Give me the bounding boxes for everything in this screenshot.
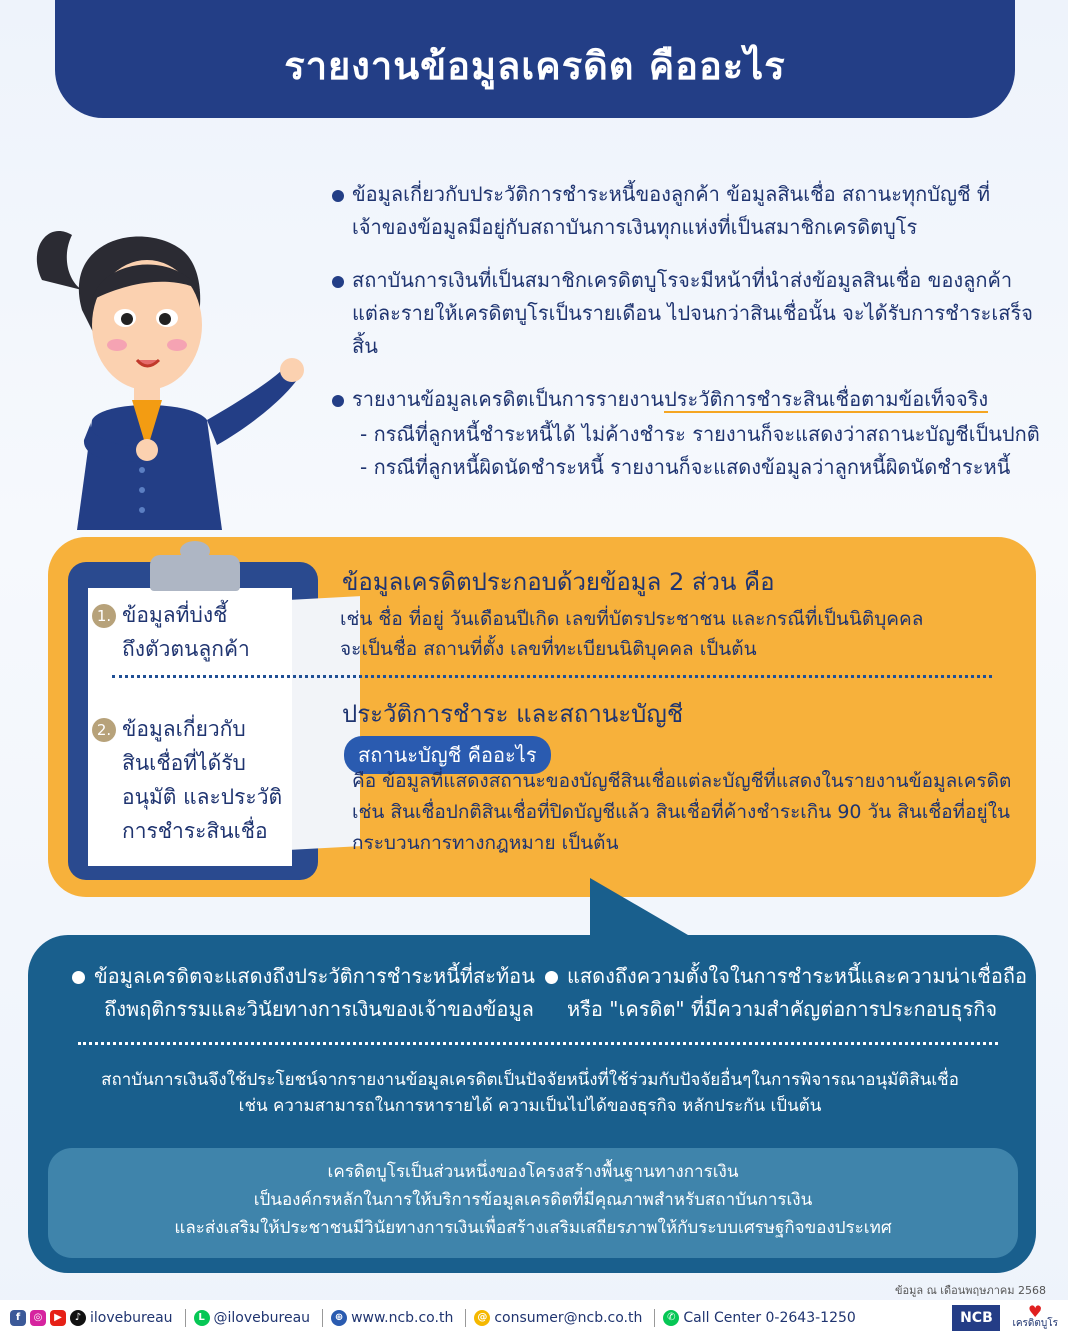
clipboard-clip-icon xyxy=(150,555,240,591)
ncb-logo: NCB xyxy=(952,1305,1000,1331)
intro-bullet-list xyxy=(330,178,1050,484)
intro-bullet-3-highlight: ประวัติการชำระสินเชื่อตามข้อเท็จจริง xyxy=(664,387,989,411)
item1-line1: ข้อมูลที่บ่งชี้ xyxy=(122,603,228,627)
parts-heading: ข้อมูลเครดิตประกอบด้วยข้อมูล 2 ส่วน คือ xyxy=(342,568,775,596)
brand-logos xyxy=(952,1301,1058,1331)
email-icon: @ xyxy=(474,1310,490,1326)
title-banner xyxy=(55,0,1015,118)
number-badge-1: 1. xyxy=(92,604,116,628)
line-link[interactable] xyxy=(194,1310,311,1326)
call-center-number[interactable]: Call Center 0-2643-1250 xyxy=(683,1309,856,1326)
line-handle[interactable]: @ilovebureau xyxy=(213,1309,311,1326)
inner-line3: และส่งเสริมให้ประชาชนมีวินัยทางการเงินเพื่อสร้างเสริมเสถียรภาพให้กับระบบเศรษฐกิจของประเทศ xyxy=(174,1218,892,1238)
blue-bullet-right xyxy=(545,960,1037,1026)
bureau-role-box xyxy=(48,1148,1018,1258)
blue-left-line1: ข้อมูลเครดิตจะแสดงถึงประวัติการชำระหนี้ที่สะท้อน xyxy=(94,964,535,988)
phone-icon: ✆ xyxy=(663,1310,679,1326)
website-url[interactable]: www.ncb.co.th xyxy=(351,1309,454,1326)
social-handle[interactable]: ilovebureau xyxy=(90,1309,173,1326)
item2-line4: การชำระสินเชื่อ xyxy=(122,819,268,843)
instagram-icon[interactable]: ◎ xyxy=(30,1310,46,1326)
email-link[interactable] xyxy=(474,1310,642,1326)
staff-character-illustration xyxy=(22,200,352,540)
brand-name: เครดิตบูโร xyxy=(1012,1317,1058,1329)
intro-bullet-3-lead: รายงานข้อมูลเครดิตเป็นการรายงาน xyxy=(352,387,665,411)
blue-right-line1: แสดงถึงความตั้งใจในการชำระหนี้และความน่าเชื่อถือ xyxy=(567,964,1028,988)
blue-left-line2: ถึงพฤติกรรมและวินัยทางการเงินของเจ้าของข้อมูล xyxy=(104,997,534,1021)
part2-heading: ประวัติการชำระ และสถานะบัญชี xyxy=(342,700,684,728)
blue-dotted-divider xyxy=(78,1042,998,1045)
dotted-divider xyxy=(112,675,992,678)
intro-bullet-1: ข้อมูลเกี่ยวกับประวัติการชำระหนี้ของลูกค้า ข้อมูลสินเชื่อ สถานะทุกบัญชี ที่เจ้าของข้อมูลมีอยู่กับสถาบันการเงินทุกแห่งที่เป็นสมาชิกเครดิตบูโร xyxy=(330,178,1050,244)
heart-icon: ♥ xyxy=(1028,1301,1043,1321)
youtube-icon[interactable]: ▶ xyxy=(50,1310,66,1326)
footer-bar xyxy=(0,1300,1068,1335)
part1-text-line1: เช่น ชื่อ ที่อยู่ วันเดือนปีเกิด เลขที่บัตรประชาชน และกรณีที่เป็นนิติบุคคล xyxy=(340,608,924,630)
globe-icon: ⊕ xyxy=(331,1310,347,1326)
social-links[interactable] xyxy=(10,1310,173,1326)
tiktok-icon[interactable]: ♪ xyxy=(70,1310,86,1326)
call-center-link[interactable] xyxy=(663,1310,855,1326)
account-status-pill: สถานะบัญชี คืออะไร xyxy=(344,736,551,774)
speech-tail xyxy=(590,878,700,942)
footer-separator xyxy=(654,1309,655,1327)
blue-bullet-left xyxy=(72,960,544,1026)
sub-point-1: - กรณีที่ลูกหนี้ชำระหนี้ได้ ไม่ค้างชำระ รายงานก็จะแสดงว่าสถานะบัญชีเป็นปกติ xyxy=(360,422,1040,446)
footer-separator xyxy=(322,1309,323,1327)
intro-bullet-2: สถาบันการเงินที่เป็นสมาชิกเครดิตบูโรจะมีหน้าที่นำส่งข้อมูลสินเชื่อ ของลูกค้าแต่ละรายให้เครดิตบูโรเป็นรายเดือน ไปจนกว่าสินเชื่อนั้น จะได้รับการชำระเสร็จสิ้น xyxy=(330,264,1050,363)
part2-text-line1: คือ ข้อมูลที่แสดงสถานะของบัญชีสินเชื่อแต่ละบัญชีที่แสดงในรายงานข้อมูลเครดิต xyxy=(352,770,1012,792)
part2-text-line3: กระบวนการทางกฎหมาย เป็นต้น xyxy=(352,832,619,854)
footer-separator xyxy=(185,1309,186,1327)
part2-text-line2: เช่น สินเชื่อปกติสินเชื่อที่ปิดบัญชีแล้ว สินเชื่อที่ค้างชำระเกิน 90 วัน สินเชื่อที่อยู่ใน xyxy=(352,801,1010,823)
blue-center-line2: เช่น ความสามารถในการหารายได้ ความเป็นไปได้ของธุรกิจ หลักประกัน เป็นต้น xyxy=(238,1096,822,1116)
intro-bullet-3 xyxy=(330,383,1050,416)
footer-separator xyxy=(465,1309,466,1327)
data-date-note: ข้อมูล ณ เดือนพฤษภาคม 2568 xyxy=(894,1284,1046,1297)
blue-center-line1: สถาบันการเงินจึงใช้ประโยชน์จากรายงานข้อมูลเครดิตเป็นปัจจัยหนึ่งที่ใช้ร่วมกับปัจจัยอื่นๆในการพิจารณาอนุมัติสินเชื่อ xyxy=(101,1070,959,1090)
credit-bureau-logo xyxy=(1012,1301,1058,1330)
sub-point-2: - กรณีที่ลูกหนี้ผิดนัดชำระหนี้ รายงานก็จะแสดงข้อมูลว่าลูกหนี้ผิดนัดชำระหนี้ xyxy=(360,455,1011,479)
number-badge-2: 2. xyxy=(92,718,116,742)
item1-line2: ถึงตัวตนลูกค้า xyxy=(122,637,250,661)
website-link[interactable] xyxy=(331,1310,453,1326)
inner-line2: เป็นองค์กรหลักในการให้บริการข้อมูลเครดิตที่มีคุณภาพสำหรับสถาบันการเงิน xyxy=(253,1190,813,1210)
blue-right-line2: หรือ "เครดิต" ที่มีความสำคัญต่อการประกอบธุรกิจ xyxy=(567,997,998,1021)
clipboard-item-1 xyxy=(92,598,292,666)
item2-line3: อนุมัติ และประวัติ xyxy=(122,785,283,809)
inner-line1: เครดิตบูโรเป็นส่วนหนึ่งของโครงสร้างพื้นฐานทางการเงิน xyxy=(327,1162,739,1182)
item2-line2: สินเชื่อที่ได้รับ xyxy=(122,751,246,775)
email-address[interactable]: consumer@ncb.co.th xyxy=(494,1309,643,1326)
item2-line1: ข้อมูลเกี่ยวกับ xyxy=(122,717,246,741)
part1-text-line2: จะเป็นชื่อ สถานที่ตั้ง เลขที่ทะเบียนนิติบุคคล เป็นต้น xyxy=(340,638,757,660)
facebook-icon[interactable]: f xyxy=(10,1310,26,1326)
clipboard-item-2 xyxy=(92,712,292,848)
line-icon: L xyxy=(194,1310,210,1326)
page-title: รายงานข้อมูลเครดิต คืออะไร xyxy=(284,43,786,88)
